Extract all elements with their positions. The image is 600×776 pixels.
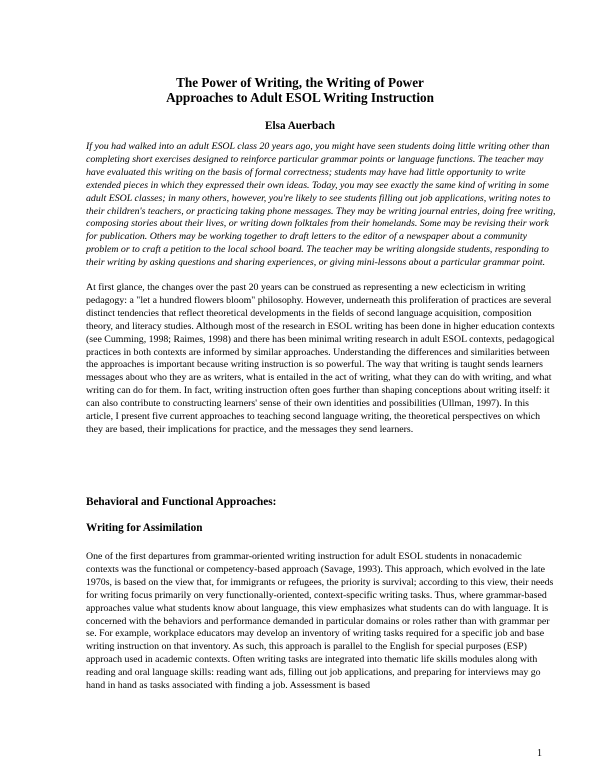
page-number: 1 bbox=[537, 748, 542, 759]
subsection-heading: Writing for Assimilation bbox=[86, 522, 203, 534]
body-paragraph-1: At first glance, the changes over the past 20 years can be construed as representing a new eclecticism in writing pedagogy: a "let a hundred flowers bloom" philosophy. However, underneath this proliferation of practices are several distinct tendencies that reflect theoretical developments in the fields of second language acquisition, composition theory, and literacy studies. Although most of the research in ESOL writing has been done in higher education contexts (see Cumming, 1998; Raimes, 1998) and there has been minimal writing research in adult ESOL contexts, pedagogical practices in both contexts are informed by similar approaches. Understanding the differences and similarities between the approaches is important because writing instruction is so powerful. The way that writing is taught sends learners messages about who they are as writers, what is entailed in the act of writing, what they can do with writing, and what writing can do for them. In fact, writing instruction often goes further than shaping conceptions about writing itself: it can also contribute to constructing learners' sense of their own identities and possibilities (Ullman, 1997). In this article, I present five current approaches to teaching second language writing, the theoretical perspectives on which they are based, their implications for practice, and the messages they send learners. bbox=[86, 282, 555, 435]
section-heading: Behavioral and Functional Approaches: bbox=[86, 496, 277, 508]
document-title-line2: Approaches to Adult ESOL Writing Instruction bbox=[166, 90, 434, 105]
intro-paragraph: If you had walked into an adult ESOL class 20 years ago, you might have seen students doing little writing other than completing short exercises designed to reinforce particular grammar points or language functions. The teacher may have evaluated this writing on the basis of formal correctness; students may have had little opportunity to write extended pieces in which they expressed their own ideas. Today, you may see exactly the same kind of writing in some adult ESOL classes; in many others, however, you're likely to see students filling out job applications, writing notes to their children's teachers, or practicing taking phone messages. They may be writing journal entries, doing free writing, composing stories about their lives, or writing down folktales from their homelands. Some may be revising their work for publication. Others may be working together to draft letters to the editor of a newspaper about a community problem or to craft a petition to the local school board. The teacher may be writing alongside students, responding to their writing by asking questions and sharing experiences, or giving mini-lessons about a particular grammar point. bbox=[86, 141, 556, 269]
document-title-line1: The Power of Writing, the Writing of Power bbox=[176, 75, 424, 90]
author-name: Elsa Auerbach bbox=[265, 120, 335, 132]
body-paragraph-2: One of the first departures from grammar-oriented writing instruction for adult ESOL students in nonacademic contexts was the functional or competency-based approach (Savage, 1993). This approach, which evolved in the late 1970s, is based on the view that, for immigrants or refugees, the priority is survival; according to this view, their needs for writing focus primarily on very functionally-oriented, context-specific writing tasks. Thus, where grammar-based approaches value what students know about language, this view emphasizes what students can do with language. It is concerned with the behaviors and performance demanded in particular domains or roles rather than with grammar per se. For example, workplace educators may develop an inventory of writing tasks required for a specific job and base writing instruction on that inventory. As such, this approach is parallel to the English for special purposes (ESP) approach used in academic contexts. Often writing tasks are integrated into thematic life skills modules along with reading and oral language skills: reading want ads, filling out job applications, and preparing for interviews may go hand in hand as tasks associated with finding a job. Assessment is based bbox=[86, 551, 554, 692]
